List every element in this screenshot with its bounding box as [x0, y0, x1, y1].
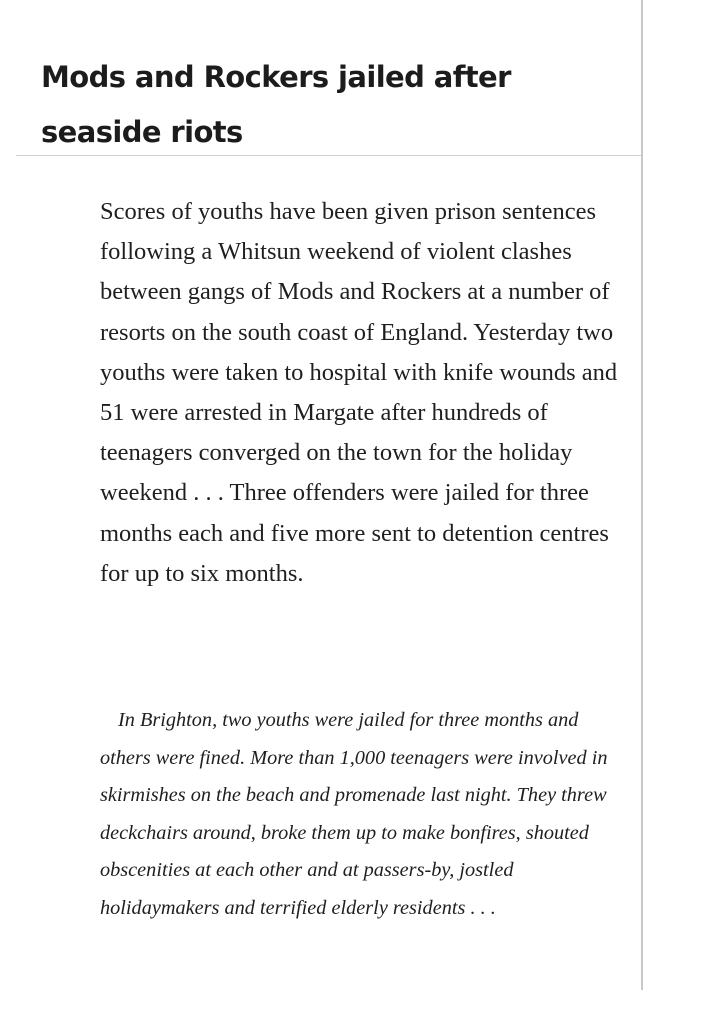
- article-headline: Mods and Rockers jailed after seaside riots: [41, 60, 511, 149]
- article-quote-paragraph: In Brighton, two youths were jailed for three months and others were fined. More than 1,000 teenagers were involved in skirmishes on the beach and promenade last night. They threw deckchairs around, broke them up to make bonfires, shouted obscenities at each other and at passers-by, jostled holidaymakers and terrified elderly residents . . .: [100, 709, 608, 919]
- article-page: [16, 0, 643, 990]
- article-header: [16, 0, 641, 156]
- article-body-paragraph: Scores of youths have been given prison sentences following a Whitsun weekend of violent clashes between gangs of Mods and Rockers at a number of resorts on the south coast of England. Yesterday two youths were taken to hospital with knife wounds and 51 were arrested in Margate after hundreds of teenagers converged on the town for the holiday weekend . . . Three offenders were jailed for three months each and five more sent to detention centres for up to six months.: [100, 198, 618, 587]
